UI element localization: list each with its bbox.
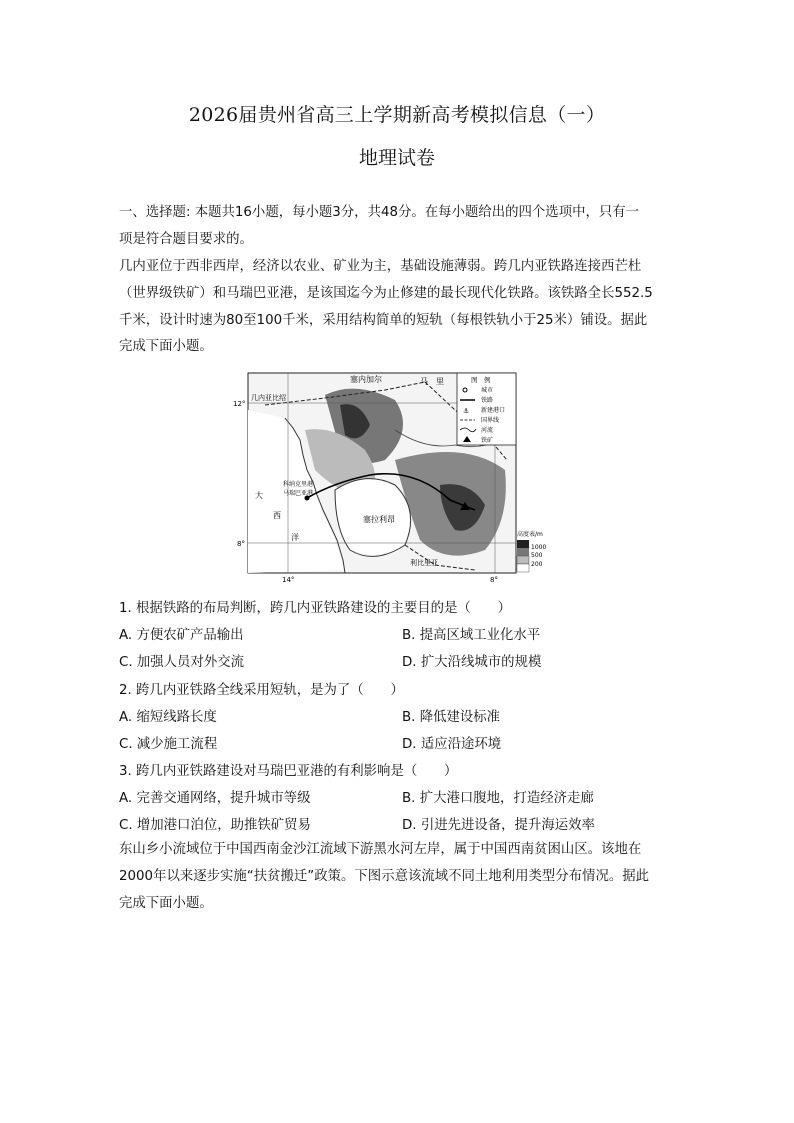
label-lat-12: 12°	[233, 400, 246, 408]
label-lon-8: 8°	[490, 576, 498, 584]
label-lat-8: 8°	[237, 540, 245, 548]
q3-option-c[interactable]: C. 增加港口泊位，助推铁矿贸易	[119, 818, 311, 833]
section-instructions	[119, 200, 679, 254]
passage-line: 东山乡小流域位于中国西南金沙江流域下游黑水河左岸，属于中国西南贫困山区。该地在	[119, 842, 642, 857]
instruction-line: 项是符合题目要求的。	[119, 231, 253, 247]
anchor-icon: ⚓	[463, 407, 470, 415]
q1-option-c[interactable]: C. 加强人员对外交流	[119, 655, 244, 670]
q3-option-d[interactable]: D. 引进先进设备，提升海运效率	[402, 818, 595, 833]
passage-line: 完成下面小题。	[119, 895, 213, 911]
label-port-morebaya: 马瑞巴亚港	[283, 490, 314, 497]
passage-line: 千米，设计时速为80至100千米，采用结构简单的短轨（每根铁轨小于25米）铺设。据此	[119, 312, 648, 328]
question-3-stem: 3. 跨几内亚铁路建设对马瑞巴亚港的有利影响是（ ）	[119, 764, 458, 779]
passage-line: 2000年以来逐步实施“扶贫搬迁”政策。下图示意该流域不同土地利用类型分布情况。据此	[119, 868, 650, 884]
label-guinea-bissau: 几内亚比绍	[251, 394, 286, 402]
legend-item: 国界线	[481, 417, 500, 424]
label-liberia: 利比里亚	[410, 559, 438, 567]
elev-0-swatch	[517, 564, 529, 572]
q1-option-a[interactable]: A. 方便农矿产品输出	[119, 628, 244, 643]
passage-line: 几内亚位于西非西岸，经济以农业、矿业为主，基础设施薄弱。跨几内亚铁路连接西芒杜	[119, 259, 642, 274]
passage-line: （世界级铁矿）和马瑞巴亚港，是该国迄今为止修建的最长现代化铁路。该铁路全长552.5	[119, 285, 653, 301]
label-ocean-1: 大	[255, 491, 263, 500]
passage-dongshan	[119, 837, 679, 917]
legend-item: 新建港口	[481, 407, 506, 414]
instruction-line: 一、选择题: 本题共16小题，每小题3分，共48分。在每小题给出的四个选项中，只有一	[119, 205, 640, 220]
elevation-level: 1000	[531, 544, 547, 551]
q1-option-d[interactable]: D. 扩大沿线城市的规模	[402, 655, 542, 670]
passage-guinea	[119, 254, 679, 361]
elev-500-swatch	[517, 548, 529, 556]
question-2-stem: 2. 跨几内亚铁路全线采用短轨，是为了（ ）	[119, 683, 404, 698]
label-senegal: 塞内加尔	[350, 375, 382, 384]
elev-1000-swatch	[517, 540, 529, 548]
legend-item: 铁路	[481, 397, 494, 404]
elevation-title: 高度表/m	[517, 531, 543, 538]
guinea-railway-map	[233, 370, 550, 584]
q2-option-d[interactable]: D. 适应沿途环境	[402, 737, 502, 752]
label-lon-14: 14°	[282, 576, 295, 584]
label-port-conakry: 科纳克里港	[283, 481, 314, 488]
elevation-level: 200	[531, 561, 543, 568]
legend-item: 铁矿	[481, 437, 494, 444]
passage-line: 完成下面小题。	[119, 339, 213, 355]
label-mali: 马 里	[420, 377, 444, 386]
legend-title: 图 例	[471, 376, 491, 384]
page-title: 2026届贵州省高三上学期新高考模拟信息（一）	[188, 104, 606, 126]
legend-item: 河流	[481, 427, 494, 434]
q2-option-b[interactable]: B. 降低建设标准	[402, 710, 501, 725]
elev-200-swatch	[517, 556, 529, 564]
legend-item: 城市	[481, 387, 494, 394]
label-sierra-leone: 塞拉利昂	[363, 515, 395, 524]
label-ocean-3: 洋	[291, 533, 299, 542]
q3-option-b[interactable]: B. 扩大港口腹地，打造经济走廊	[402, 791, 594, 806]
q2-option-a[interactable]: A. 缩短线路长度	[119, 710, 217, 725]
question-1-stem: 1. 根据铁路的布局判断，跨几内亚铁路建设的主要目的是（ ）	[119, 601, 511, 616]
page-subtitle: 地理试卷	[358, 147, 435, 169]
q3-option-a[interactable]: A. 完善交通网络，提升城市等级	[119, 791, 311, 806]
label-ocean-2: 西	[273, 511, 281, 520]
elevation-level: 500	[531, 552, 543, 559]
q2-option-c[interactable]: C. 减少施工流程	[119, 737, 218, 752]
q1-option-b[interactable]: B. 提高区域工业化水平	[402, 628, 541, 643]
